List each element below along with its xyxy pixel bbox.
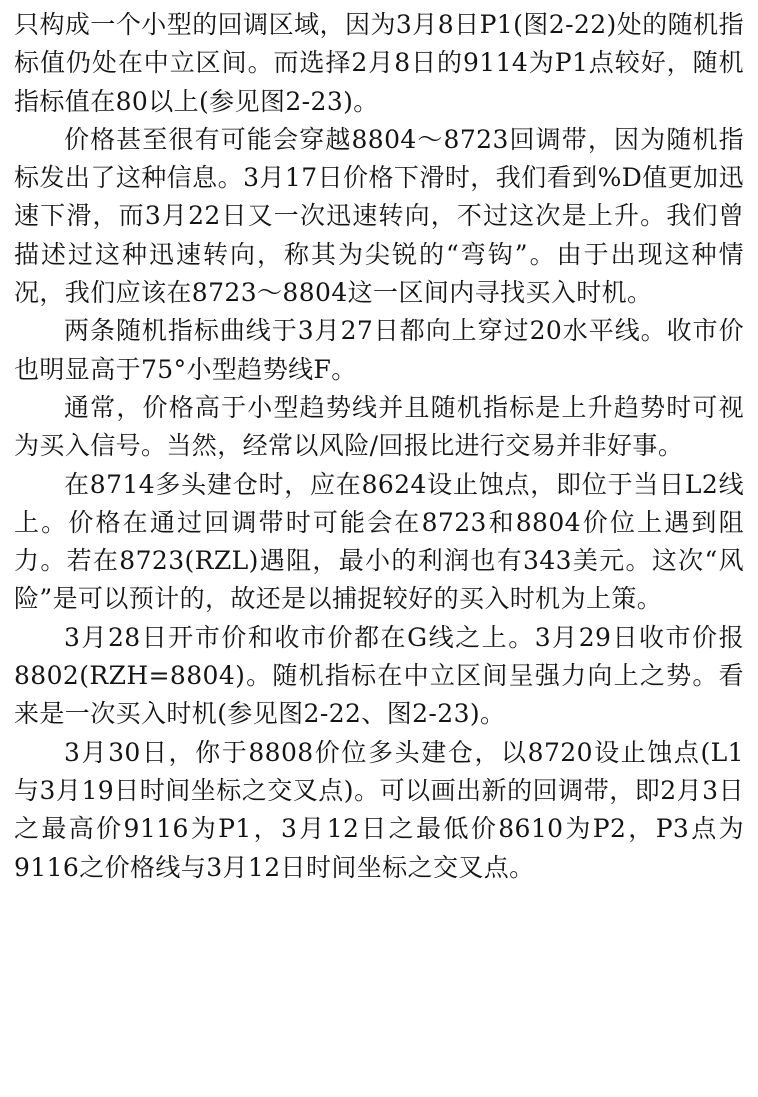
paragraph-5: 在8714多头建仓时，应在8624设止蚀点，即位于当日L2线上。价格在通过回调带时可能会在8723和8804价位上遇到阻力。若在8723(RZL)遇阻，最小的利润也有343美元。这次“风险”是可以预计的，故还是以捕捉较好的买入时机为上策。 [14,469,744,614]
paragraph-3: 两条随机指标曲线于3月27日都向上穿过20水平线。收市价也明显高于75°小型趋势线F。 [14,316,744,384]
paragraph-2: 价格甚至很有可能会穿越8804～8723回调带，因为随机指标发出了这种信息。3月17日价格下滑时，我们看到%D值更加迅速下滑，而3月22日又一次迅速转向，不过这次是上升。我们曾描述过这种迅速转向，称其为尖锐的“弯钩”。由于出现这种情况，我们应该在8723～8804这一区间内寻找买入时机。 [14,124,744,308]
paragraph-1: 只构成一个小型的回调区域，因为3月8日P1(图2-22)处的随机指标值仍处在中立区间。而选择2月8日的9114为P1点较好，随机指标值在80以上(参见图2-23)。 [14,10,744,116]
paragraph-7: 3月30日，你于8808价位多头建仓，以8720设止蚀点(L1与3月19日时间坐标之交叉点)。可以画出新的回调带，即2月3日之最高价9116为P1，3月12日之最低价8610为P2，P3点为9116之价格线与3月12日时间坐标之交叉点。 [14,737,744,882]
paragraph-4: 通常，价格高于小型趋势线并且随机指标是上升趋势时可视为买入信号。当然，经常以风险/回报比进行交易并非好事。 [14,392,744,461]
paragraph-6: 3月28日开市价和收市价都在G线之上。3月29日收市价报8802(RZH=8804)。随机指标在中立区间呈强力向上之势。看来是一次买入时机(参见图2-22、图2-23)。 [14,622,744,729]
